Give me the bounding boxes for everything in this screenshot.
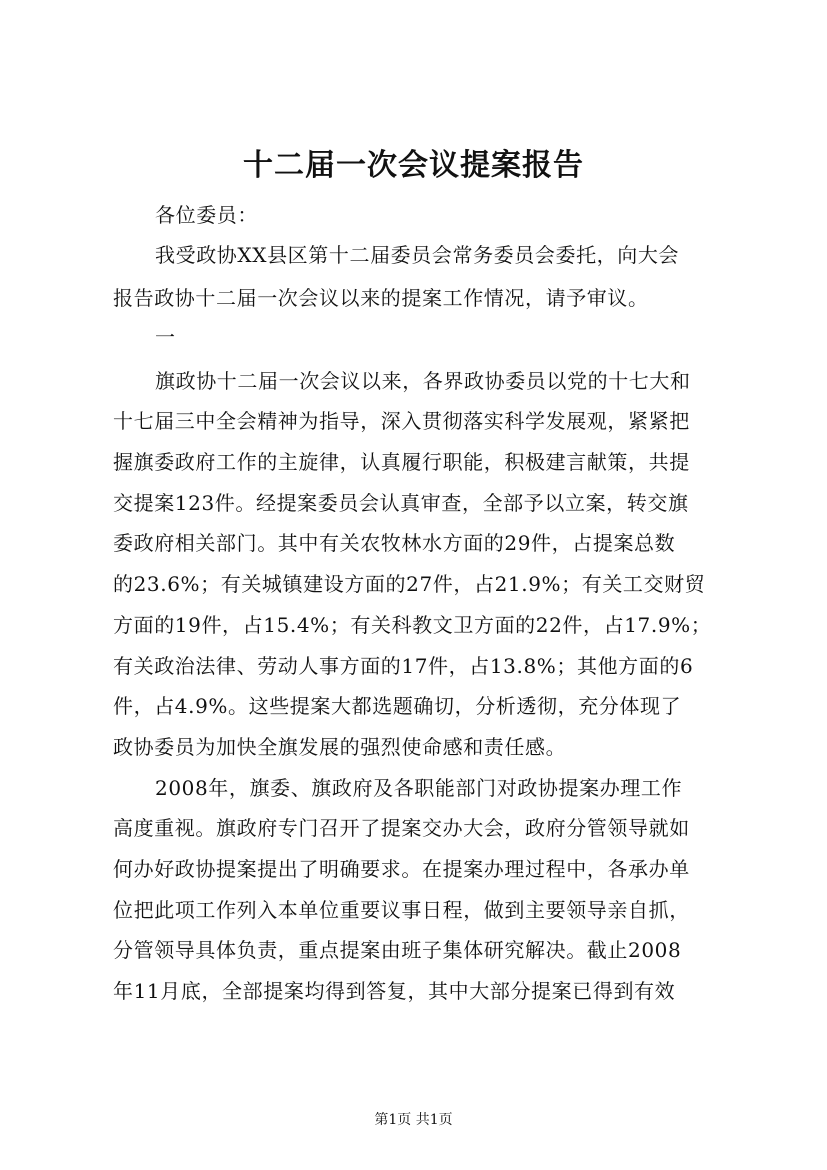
paragraph-line: 旗政协十二届一次会议以来，各界政协委员以党的十七大和	[155, 369, 691, 393]
paragraph-line: 方面的19件，占15.4%；有关科教文卫方面的22件，占17.9%；	[113, 613, 712, 637]
section-marker: 一	[155, 325, 176, 349]
paragraph-line: 报告政协十二届一次会议以来的提案工作情况，请予审议。	[113, 286, 649, 310]
paragraph-line: 政协委员为加快全旗发展的强烈使命感和责任感。	[113, 735, 567, 759]
document-title: 十二届一次会议提案报告	[243, 148, 584, 183]
page-number: 第1页 共1页	[374, 1112, 453, 1128]
paragraph-line: 高度重视。旗政府专门召开了提案交办大会，政府分管领导就如	[113, 816, 690, 840]
salutation: 各位委员：	[155, 203, 258, 227]
paragraph-line: 位把此项工作列入本单位重要议事日程，做到主要领导亲自抓，	[113, 898, 690, 922]
paragraph-line: 2008年，旗委、旗政府及各职能部门对政协提案办理工作	[155, 776, 683, 800]
paragraph-line: 的23.6%；有关城镇建设方面的27件，占21.9%；有关工交财贸	[113, 572, 706, 596]
paragraph-line: 分管领导具体负责，重点提案由班子集体研究解决。截止2008	[113, 938, 682, 962]
paragraph-line: 委政府相关部门。其中有关农牧林水方面的29件，占提案总数	[113, 531, 676, 555]
paragraph-line: 握旗委政府工作的主旋律，认真履行职能，积极建言献策，共提	[113, 450, 690, 474]
paragraph-line: 我受政协XX县区第十二届委员会常务委员会委托，向大会	[155, 243, 680, 267]
paragraph-line: 十七届三中全会精神为指导，深入贯彻落实科学发展观，紧紧把	[113, 409, 690, 433]
paragraph-line: 何办好政协提案提出了明确要求。在提案办理过程中，各承办单	[113, 857, 690, 881]
paragraph-line: 交提案123件。经提案委员会认真审查，全部予以立案，转交旗	[113, 491, 689, 515]
paragraph-line: 年11月底，全部提案均得到答复，其中大部分提案已得到有效	[113, 979, 676, 1003]
paragraph-line: 有关政治法律、劳动人事方面的17件，占13.8%；其他方面的6	[113, 654, 694, 678]
paragraph-line: 件，占4.9%。这些提案大都选题确切，分析透彻，充分体现了	[113, 694, 682, 718]
